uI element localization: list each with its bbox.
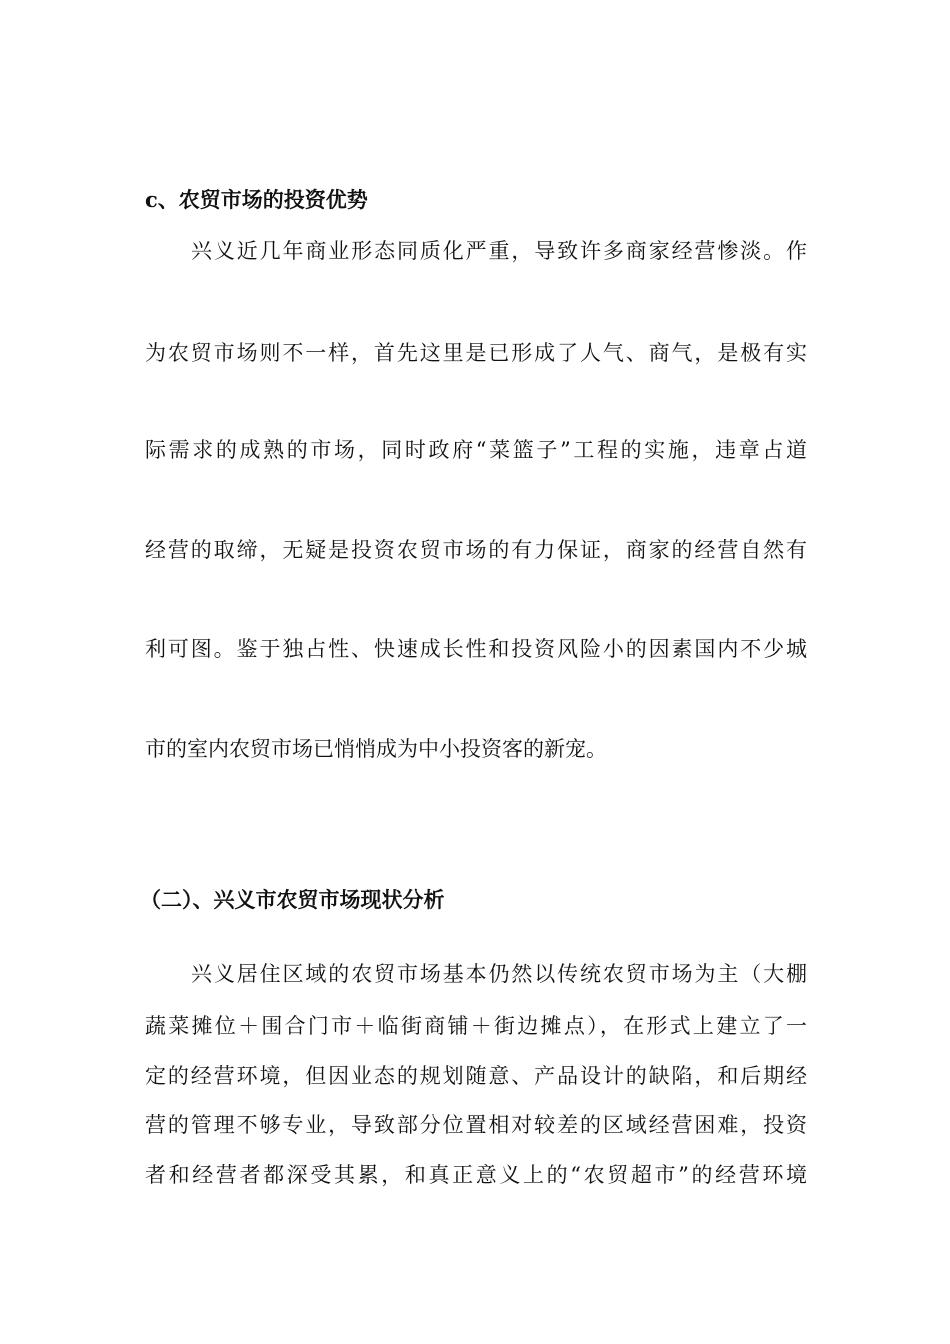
section-c-heading: c、农贸市场的投资优势 bbox=[145, 187, 368, 212]
paragraph-line: 市的室内农贸市场已悄悄成为中小投资客的新宠。 bbox=[145, 737, 607, 761]
paragraph-line: 定的经营环境，但因业态的规划随意、产品设计的缺陷，和后期经 bbox=[145, 1064, 807, 1088]
paragraph-line: 营的管理不够专业，导致部分位置相对较差的区域经营困难，投资 bbox=[145, 1113, 807, 1137]
paragraph-line: 利可图。鉴于独占性、快速成长性和投资风险小的因素国内不少城 bbox=[145, 637, 807, 661]
paragraph-line: 兴义居住区域的农贸市场基本仍然以传统农贸市场为主（大棚 bbox=[191, 962, 807, 986]
paragraph-line: 经营的取缔，无疑是投资农贸市场的有力保证，商家的经营自然有 bbox=[145, 538, 807, 562]
section-2-heading: （二）、兴义市农贸市场现状分析 bbox=[140, 887, 445, 912]
paragraph-line: 者和经营者都深受其累，和真正意义上的“农贸超市”的经营环境 bbox=[145, 1163, 807, 1187]
paragraph-line: 蔬菜摊位＋围合门市＋临街商铺＋街边摊点），在形式上建立了一 bbox=[145, 1014, 807, 1038]
paragraph-line: 兴义近几年商业形态同质化严重，导致许多商家经营惨淡。作 bbox=[191, 239, 807, 263]
paragraph-line: 为农贸市场则不一样，首先这里是已形成了人气、商气，是极有实 bbox=[145, 341, 807, 365]
paragraph-line: 际需求的成熟的市场，同时政府“菜篮子”工程的实施，违章占道 bbox=[145, 438, 807, 462]
